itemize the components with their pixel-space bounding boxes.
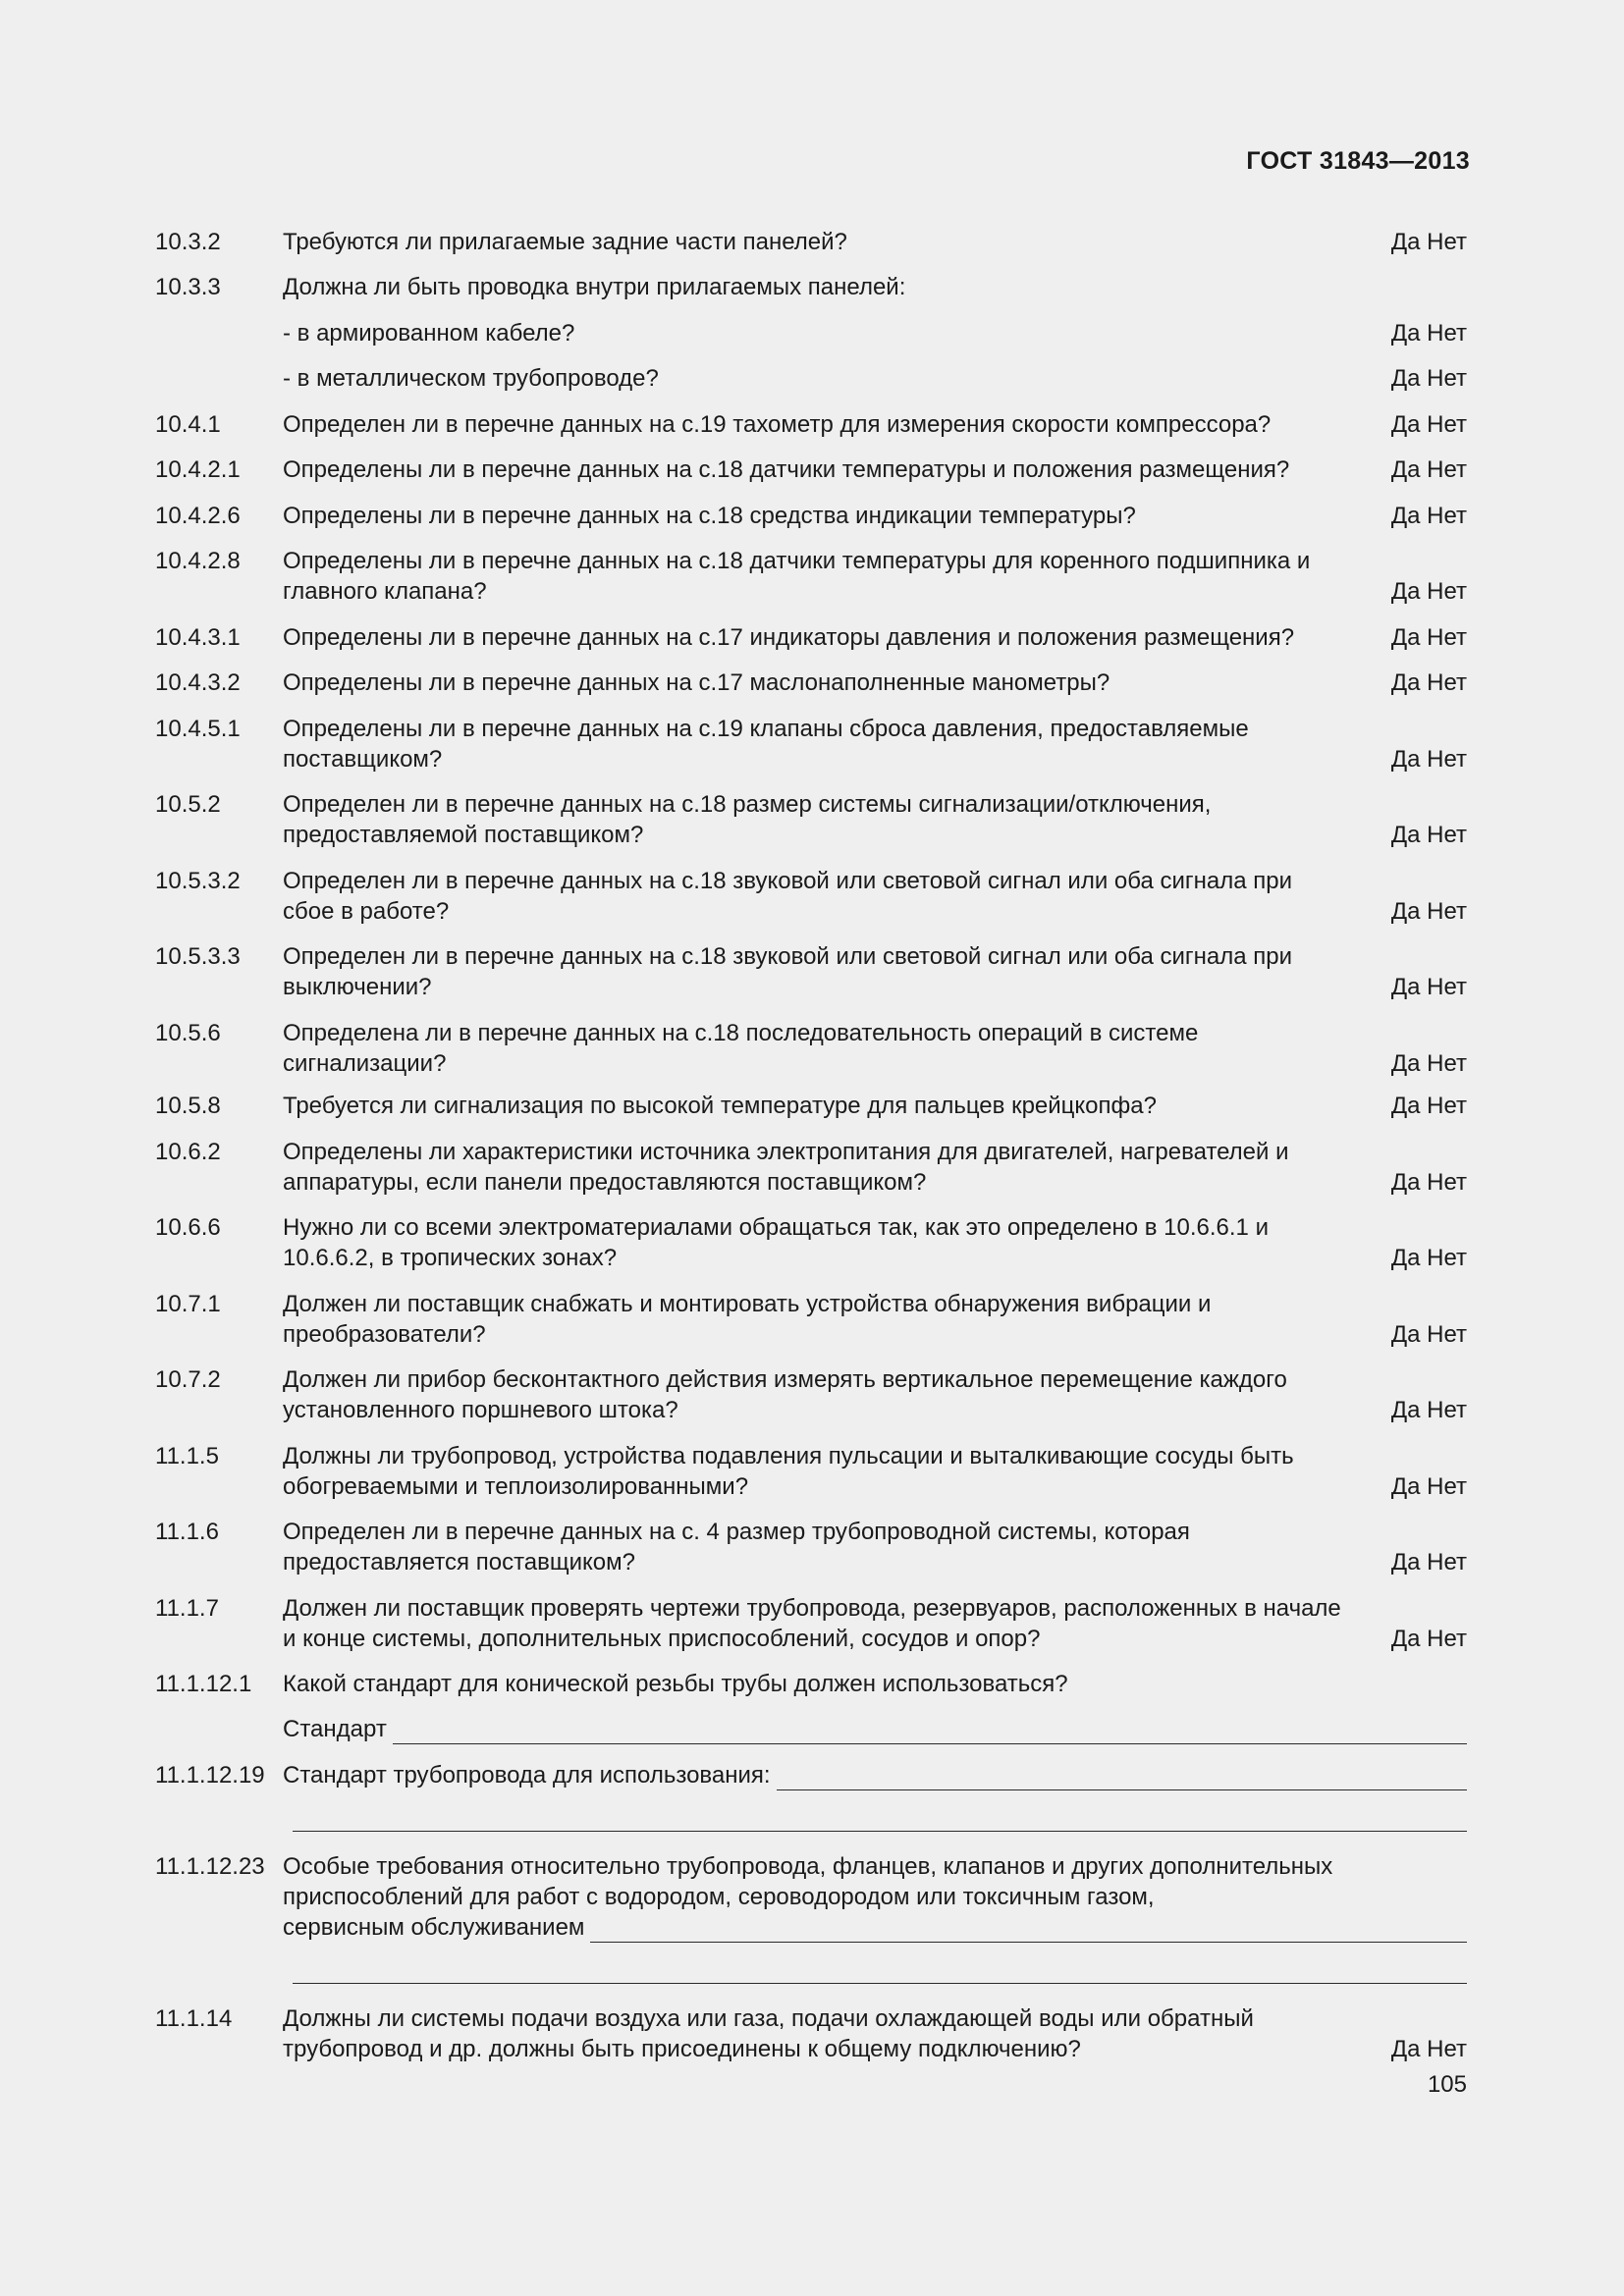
- yes-no-answer: Да Нет: [1390, 974, 1467, 1000]
- yes-no-answer: Да Нет: [1390, 1397, 1467, 1423]
- pipe-standard-fill-field[interactable]: [283, 1760, 1467, 1790]
- yes-no-answer: Да Нет: [1390, 503, 1467, 529]
- question-text: Нужно ли со всеми электроматериалами обращаться так, как это определено в 10.6.6.1 и 10.6.6.2, в тропических зонах?: [283, 1214, 1269, 1271]
- question-row: [155, 2003, 1467, 2064]
- question-text: Определены ли в перечне данных на с.18 датчики температуры для коренного подшипника и главного клапана?: [283, 548, 1311, 605]
- question-text: Определены ли в перечне данных на с.17 маслонаполненные манометры?: [283, 669, 1110, 696]
- question-text: Определены ли в перечне данных на с.18 датчики температуры и положения размещения?: [283, 456, 1290, 483]
- clause-number: 11.1.12.19: [155, 1762, 265, 1789]
- question-row: [155, 1593, 1467, 1654]
- question-row: [155, 1018, 1467, 1079]
- question-text: Определены ли характеристики источника электропитания для двигателей, нагревателей и аппаратуры, если панели предоставляются поставщиком?: [283, 1139, 1289, 1196]
- question-row: [155, 1212, 1467, 1273]
- clause-number: 10.6.6: [155, 1214, 221, 1241]
- question-row: [155, 866, 1467, 927]
- question-text: Требуются ли прилагаемые задние части панелей?: [283, 229, 847, 255]
- clause-number: 10.4.2.8: [155, 548, 241, 574]
- yes-no-answer: Да Нет: [1390, 2036, 1467, 2062]
- yes-no-answer: Да Нет: [1390, 746, 1467, 773]
- yes-no-answer: Да Нет: [1390, 898, 1467, 925]
- document-header: ГОСТ 31843—2013: [1246, 147, 1470, 175]
- clause-number: 11.1.6: [155, 1519, 219, 1545]
- question-text: Определены ли в перечне данных на с.19 клапаны сброса давления, предоставляемые поставщиком?: [283, 716, 1249, 773]
- question-row: [155, 501, 1467, 531]
- question-text: Должна ли быть проводка внутри прилагаемых панелей:: [283, 274, 906, 300]
- yes-no-answer: Да Нет: [1390, 1473, 1467, 1500]
- fill-line[interactable]: [393, 1721, 1467, 1744]
- question-text: Определен ли в перечне данных на с. 4 размер трубопроводной системы, которая предоставляется поставщиком?: [283, 1519, 1190, 1575]
- question-row: [155, 318, 1467, 348]
- clause-number: 11.1.12.1: [155, 1671, 252, 1697]
- yes-no-answer: Да Нет: [1390, 1321, 1467, 1348]
- question-text: Должен ли поставщик снабжать и монтировать устройства обнаружения вибрации и преобразователи?: [283, 1291, 1212, 1348]
- service-fill-field[interactable]: [283, 1912, 1467, 1943]
- fill-label: Стандарт трубопровода для использования:: [283, 1762, 771, 1789]
- yes-no-answer: Да Нет: [1390, 1626, 1467, 1652]
- question-text: Определены ли в перечне данных на с.17 индикаторы давления и положения размещения?: [283, 624, 1295, 651]
- question-row: [155, 546, 1467, 607]
- question-text: Должны ли трубопровод, устройства подавления пульсации и выталкивающие сосуды быть обогреваемыми и теплоизолированными?: [283, 1443, 1294, 1500]
- fill-label: сервисным обслуживанием: [283, 1914, 585, 1941]
- clause-number: 11.1.14: [155, 2005, 233, 2032]
- yes-no-answer: Да Нет: [1390, 229, 1467, 255]
- yes-no-answer: Да Нет: [1390, 1093, 1467, 1119]
- question-row: [155, 1289, 1467, 1350]
- question-row: [155, 409, 1467, 440]
- question-text: - в металлическом трубопроводе?: [283, 365, 659, 392]
- question-row: [155, 1364, 1467, 1425]
- clause-number: 10.6.2: [155, 1139, 221, 1165]
- clause-number: 10.4.5.1: [155, 716, 241, 742]
- clause-number: 11.1.12.23: [155, 1853, 265, 1880]
- question-text: - в армированном кабеле?: [283, 320, 575, 347]
- clause-number: 10.4.3.2: [155, 669, 241, 696]
- question-text: Определен ли в перечне данных на с.18 звуковой или световой сигнал или оба сигнала при сбое в работе?: [283, 868, 1292, 925]
- clause-number: 10.3.3: [155, 274, 221, 300]
- standard-fill-field[interactable]: [283, 1714, 1467, 1744]
- question-row: [155, 454, 1467, 485]
- question-text: Определен ли в перечне данных на с.19 тахометр для измерения скорости компрессора?: [283, 411, 1272, 438]
- clause-number: 11.1.7: [155, 1595, 219, 1622]
- blank-fill-line[interactable]: [293, 1983, 1467, 1984]
- fill-line[interactable]: [590, 1919, 1467, 1943]
- question-text: Должен ли поставщик проверять чертежи трубопровода, резервуаров, расположенных в начале и конце системы, дополнительных приспособлений, сосудов и опор?: [283, 1595, 1341, 1652]
- question-text: Определен ли в перечне данных на с.18 звуковой или световой сигнал или оба сигнала при выключении?: [283, 943, 1292, 1000]
- question-row: [155, 272, 1467, 302]
- clause-number: 10.5.3.3: [155, 943, 241, 970]
- clause-number: 10.5.6: [155, 1020, 221, 1046]
- yes-no-answer: Да Нет: [1390, 456, 1467, 483]
- question-text: Должны ли системы подачи воздуха или газа, подачи охлаждающей воды или обратный трубопровод и др. должны быть присоединены к общему подключению?: [283, 2005, 1254, 2062]
- clause-number: 10.4.3.1: [155, 624, 241, 651]
- yes-no-answer: Да Нет: [1390, 411, 1467, 438]
- question-row: [155, 1137, 1467, 1198]
- question-text: Определен ли в перечне данных на с.18 размер системы сигнализации/отключения, предоставляемой поставщиком?: [283, 791, 1212, 848]
- clause-number: 10.4.2.6: [155, 503, 241, 529]
- blank-fill-line[interactable]: [293, 1831, 1467, 1832]
- question-text: Особые требования относительно трубопровода, фланцев, клапанов и других дополнительных приспособлений для работ с водородом, сероводородом или токсичным газом,: [283, 1853, 1333, 1910]
- clause-number: 10.4.2.1: [155, 456, 241, 483]
- clause-number: 10.5.2: [155, 791, 221, 818]
- yes-no-answer: Да Нет: [1390, 822, 1467, 848]
- question-row: [155, 714, 1467, 774]
- yes-no-answer: Да Нет: [1390, 1549, 1467, 1575]
- question-row: [155, 941, 1467, 1002]
- question-row: [155, 789, 1467, 850]
- page-number: 105: [1427, 2071, 1467, 2098]
- yes-no-answer: Да Нет: [1390, 365, 1467, 392]
- yes-no-answer: Да Нет: [1390, 624, 1467, 651]
- yes-no-answer: Да Нет: [1390, 578, 1467, 605]
- clause-number: 10.5.3.2: [155, 868, 241, 894]
- question-text: Должен ли прибор бесконтактного действия измерять вертикальное перемещение каждого установленного поршневого штока?: [283, 1366, 1287, 1423]
- question-row: [155, 1669, 1467, 1699]
- yes-no-answer: Да Нет: [1390, 320, 1467, 347]
- question-row: [155, 667, 1467, 698]
- fill-label: Стандарт: [283, 1716, 387, 1742]
- yes-no-answer: Да Нет: [1390, 1169, 1467, 1196]
- question-text: Требуется ли сигнализация по высокой температуре для пальцев крейцкопфа?: [283, 1093, 1157, 1119]
- question-row: [155, 1091, 1467, 1121]
- clause-number: 10.3.2: [155, 229, 221, 255]
- clause-number: 10.7.1: [155, 1291, 221, 1317]
- yes-no-answer: Да Нет: [1390, 1245, 1467, 1271]
- question-row: [155, 622, 1467, 653]
- question-row: [155, 363, 1467, 394]
- question-row: [155, 1441, 1467, 1502]
- question-text: Определены ли в перечне данных на с.18 средства индикации температуры?: [283, 503, 1136, 529]
- clause-number: 10.4.1: [155, 411, 221, 438]
- question-row: [155, 1851, 1467, 1912]
- question-row: [155, 227, 1467, 257]
- fill-line[interactable]: [777, 1767, 1467, 1790]
- question-row: [155, 1517, 1467, 1577]
- yes-no-answer: Да Нет: [1390, 669, 1467, 696]
- clause-number: 10.7.2: [155, 1366, 221, 1393]
- question-text: Определена ли в перечне данных на с.18 последовательность операций в системе сигнализации?: [283, 1020, 1199, 1077]
- clause-number: 11.1.5: [155, 1443, 219, 1469]
- yes-no-answer: Да Нет: [1390, 1050, 1467, 1077]
- clause-number: 10.5.8: [155, 1093, 221, 1119]
- question-text: Какой стандарт для конической резьбы трубы должен использоваться?: [283, 1671, 1068, 1697]
